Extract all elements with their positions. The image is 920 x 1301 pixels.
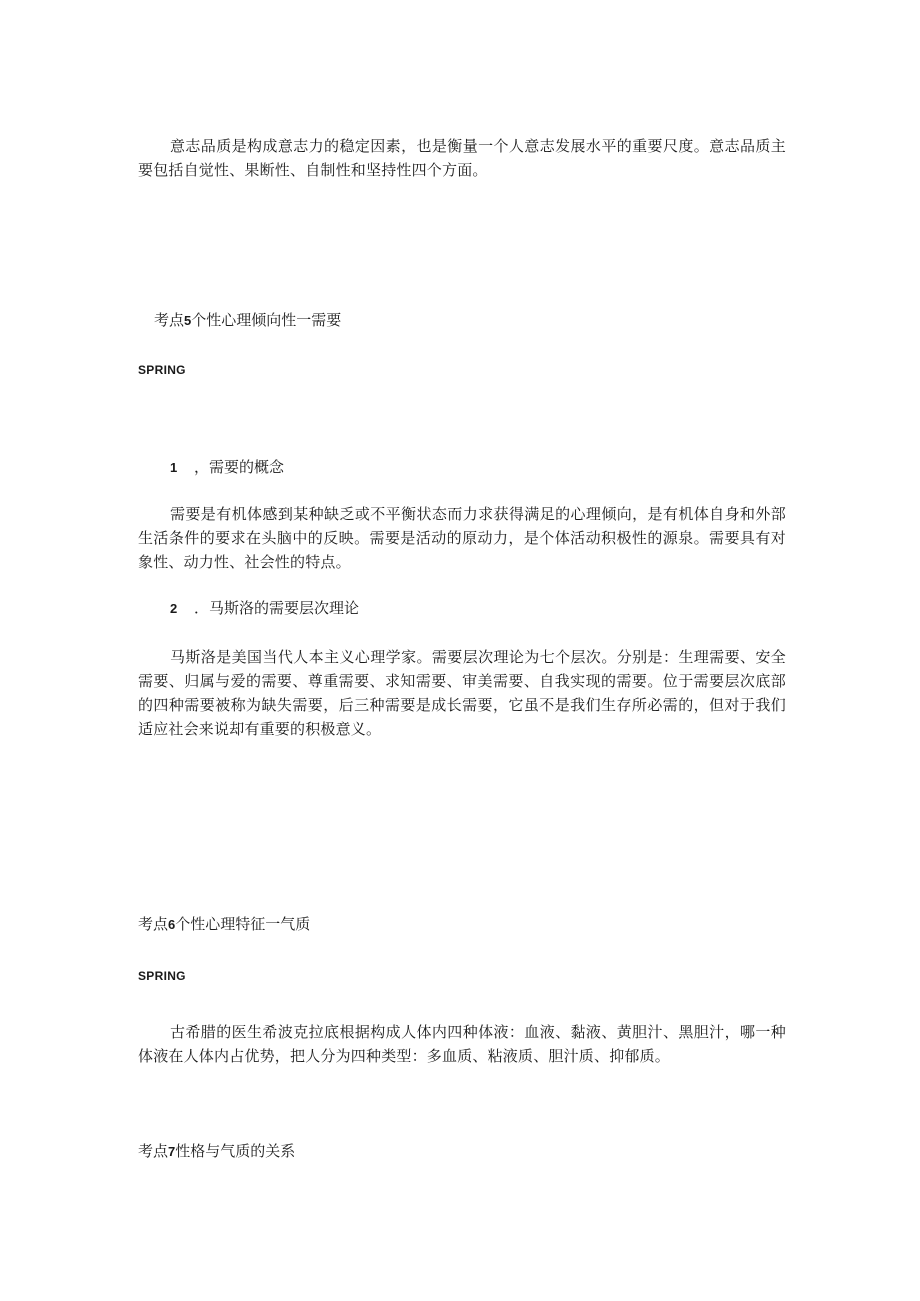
subheading-1-text: ，需要的概念 xyxy=(194,458,285,476)
heading-point-5-text: 个性心理倾向性一需要 xyxy=(191,311,342,329)
heading-point-6-text: 个性心理特征一气质 xyxy=(175,915,311,933)
need-concept-paragraph: 需要是有机体感到某种缺乏或不平衡状态而力求获得满足的心理倾向，是有机体自身和外部生活条件的要求在头脑中的反映。需要是活动的原动力，是个体活动积极性的源泉。需要具有对象性、动力性、社会性的特点。 xyxy=(138,505,786,571)
heading-point-6 xyxy=(138,914,310,935)
subheading-2-text: ．马斯洛的需要层次理论 xyxy=(194,599,360,617)
heading-point-7-number: 7 xyxy=(168,1144,176,1159)
spring-label-2: SPRING xyxy=(138,969,186,983)
heading-point-5 xyxy=(154,310,341,331)
subheading-1-number: 1 xyxy=(170,460,178,475)
heading-point-7-prefix: 考点 xyxy=(138,1142,169,1160)
subheading-need-concept xyxy=(170,457,284,478)
temperament-paragraph: 古希腊的医生希波克拉底根据构成人体内四种体液：血液、黏液、黄胆汁、黑胆汁，哪一种体液在人体内占优势，把人分为四种类型：多血质、粘液质、胆汁质、抑郁质。 xyxy=(138,1023,786,1065)
heading-point-7 xyxy=(138,1141,295,1162)
subheading-2-number: 2 xyxy=(170,601,178,616)
will-quality-paragraph: 意志品质是构成意志力的稳定因素，也是衡量一个人意志发展水平的重要尺度。意志品质主要包括自觉性、果断性、自制性和坚持性四个方面。 xyxy=(138,137,786,179)
maslow-paragraph: 马斯洛是美国当代人本主义心理学家。需要层次理论为七个层次。分别是：生理需要、安全需要、归属与爱的需要、尊重需要、求知需要、审美需要、自我实现的需要。位于需要层次底部的四种需要被称为缺失需要，后三种需要是成长需要，它虽不是我们生存所必需的，但对于我们适应社会来说却有重要的积极意义。 xyxy=(138,648,786,738)
subheading-maslow xyxy=(170,598,359,619)
heading-point-6-number: 6 xyxy=(168,917,176,932)
heading-point-6-prefix: 考点 xyxy=(138,915,169,933)
spring-label-1: SPRING xyxy=(138,363,186,377)
heading-point-5-number: 5 xyxy=(184,313,192,328)
heading-point-7-text: 性格与气质的关系 xyxy=(175,1142,296,1160)
heading-point-5-prefix: 考点 xyxy=(154,311,185,329)
